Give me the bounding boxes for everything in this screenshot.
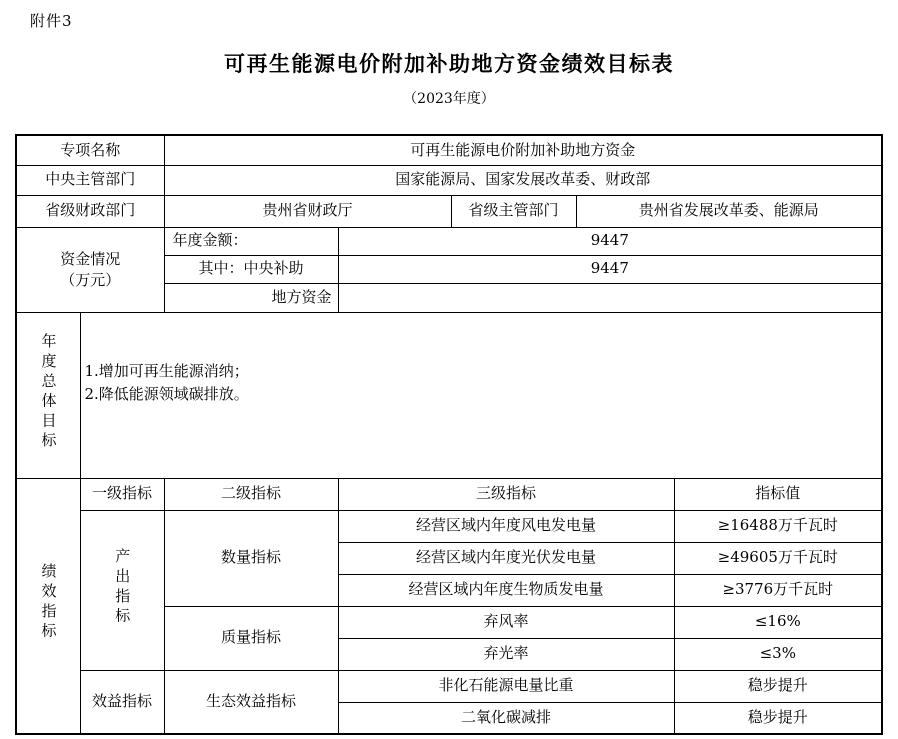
header-level1: 一级指标 xyxy=(80,478,164,510)
annual-goal-line-1: 1.增加可再生能源消纳； xyxy=(84,362,249,380)
row-funding-annual xyxy=(16,227,882,255)
indicator-biomass: 经营区域内年度生物质发电量 xyxy=(338,574,674,606)
page-title: 可再生能源电价附加补助地方资金绩效目标表 xyxy=(224,51,674,76)
indicator-wind: 经营区域内年度风电发电量 xyxy=(338,510,674,542)
funding-local-value xyxy=(338,283,882,312)
indicator-solar: 经营区域内年度光伏发电量 xyxy=(338,542,674,574)
indicator-co2-reduction: 二氧化碳减排 xyxy=(338,702,674,734)
header-level3: 三级指标 xyxy=(338,478,674,510)
level2-eco-label: 生态效益指标 xyxy=(164,670,338,734)
annual-goal-label: 年度总体目标 xyxy=(16,312,80,478)
annual-goal-line-2: 2.降低能源领域碳排放。 xyxy=(84,385,249,403)
funding-central-value: 9447 xyxy=(338,255,882,283)
funding-central-label: 其中：中央补助 xyxy=(164,255,338,283)
row-central-dept xyxy=(16,165,882,195)
annual-goal-content xyxy=(80,312,882,478)
target-nonfossil-share: 稳步提升 xyxy=(674,670,882,702)
indicator-wind-curtailment: 弃风率 xyxy=(338,606,674,638)
row-annual-goal xyxy=(16,312,882,478)
level1-benefit-label: 效益指标 xyxy=(80,670,164,734)
target-wind-curtailment: ≤16% xyxy=(674,606,882,638)
level2-quantity-label: 数量指标 xyxy=(164,510,338,606)
target-biomass: ≥3776万千瓦时 xyxy=(674,574,882,606)
central-dept-label: 中央主管部门 xyxy=(16,165,164,195)
funding-label-line1: 资金情况 xyxy=(60,249,121,268)
target-solar: ≥49605万千瓦时 xyxy=(674,542,882,574)
page-subtitle: （2023年度） xyxy=(403,91,495,107)
indicator-nonfossil-share: 非化石能源电量比重 xyxy=(338,670,674,702)
project-name-value: 可再生能源电价附加补助地方资金 xyxy=(164,135,882,165)
provincial-dept-label: 省级主管部门 xyxy=(451,195,576,227)
row-provincial-depts xyxy=(16,195,882,227)
central-dept-value: 国家能源局、国家发展改革委、财政部 xyxy=(164,165,882,195)
funding-annual-value: 9447 xyxy=(338,227,882,255)
row-nonfossil-share xyxy=(16,670,882,702)
header-level2: 二级指标 xyxy=(164,478,338,510)
level1-output-label: 产出指标 xyxy=(80,510,164,670)
row-indicator-headers xyxy=(16,478,882,510)
funding-label-line2: （万元） xyxy=(60,270,121,289)
row-project-name xyxy=(16,135,882,165)
target-solar-curtailment: ≤3% xyxy=(674,638,882,670)
funding-annual-label: 年度金额： xyxy=(164,227,338,255)
performance-target-table xyxy=(15,134,883,735)
attachment-label: 附件3 xyxy=(30,12,73,30)
performance-section-label: 绩效指标 xyxy=(16,478,80,734)
target-wind: ≥16488万千瓦时 xyxy=(674,510,882,542)
level2-quality-label: 质量指标 xyxy=(164,606,338,670)
provincial-finance-label: 省级财政部门 xyxy=(16,195,164,227)
project-name-label: 专项名称 xyxy=(16,135,164,165)
indicator-solar-curtailment: 弃光率 xyxy=(338,638,674,670)
provincial-finance-value: 贵州省财政厅 xyxy=(164,195,451,227)
funding-section-label xyxy=(16,227,164,312)
row-wind-generation xyxy=(16,510,882,542)
header-target-value: 指标值 xyxy=(674,478,882,510)
target-co2-reduction: 稳步提升 xyxy=(674,702,882,734)
provincial-dept-value: 贵州省发展改革委、能源局 xyxy=(576,195,882,227)
funding-local-label: 地方资金 xyxy=(164,283,338,312)
